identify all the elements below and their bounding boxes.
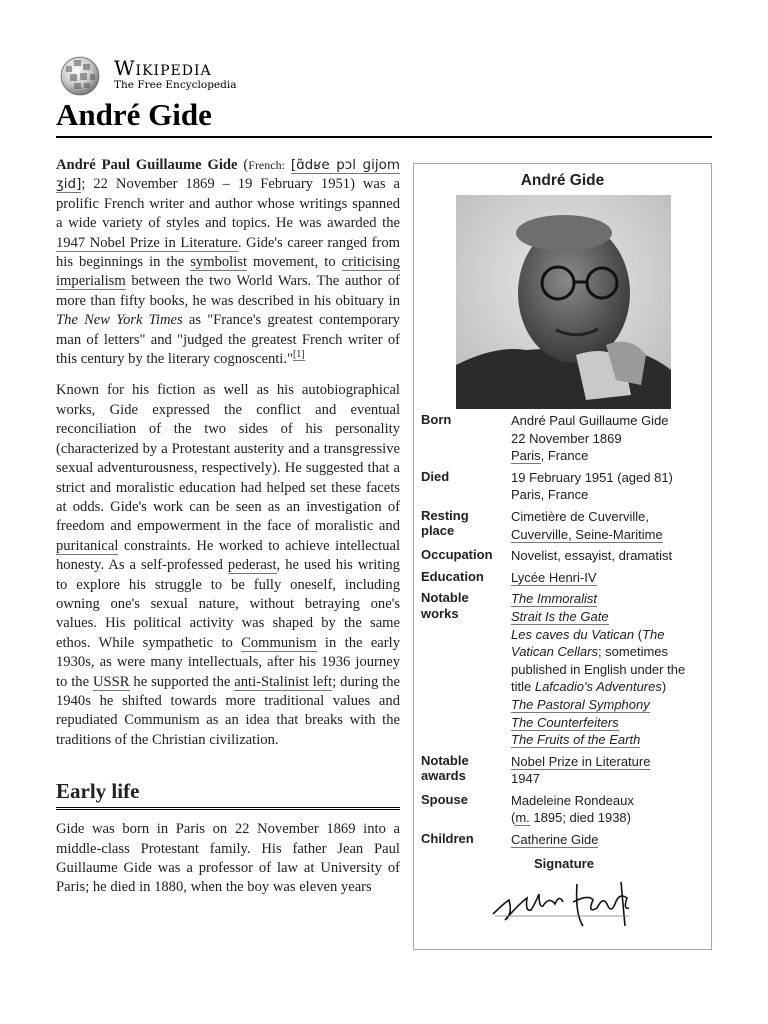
resting-place-cemetery: Cimetière de Cuverville, <box>511 508 649 524</box>
infobox-row-resting-place <box>421 508 707 543</box>
infobox-label: Education <box>421 568 484 584</box>
occupation-value: Novelist, essayist, dramatist <box>511 548 673 564</box>
work-text: ( <box>634 626 643 642</box>
section-heading-early-life: Early life <box>56 778 400 810</box>
link-nobel-prize-in-literature[interactable]: Nobel Prize in Literature <box>511 753 651 769</box>
link-pederast[interactable]: pederast <box>227 557 277 574</box>
reference-1[interactable]: [1] <box>292 349 305 361</box>
para2-text: in the early 1930s, as were many intellectuals, after his 1936 journey to the <box>56 634 400 690</box>
work-les-caves: Les caves du Vatican <box>511 626 635 642</box>
death-place: Paris, France <box>511 487 589 503</box>
link-anti-stalinist-left[interactable]: anti-Stalinist left <box>234 673 333 690</box>
link-the-pastoral-symphony[interactable]: The Pastoral Symphony <box>511 696 650 712</box>
ipa-pronunciation[interactable]: [ɑ̃dʁe pɔl ɡijom ʒid] <box>56 157 400 193</box>
infobox-label: Children <box>421 831 474 847</box>
infobox-row-notable-works <box>421 590 707 748</box>
link-ussr[interactable]: USSR <box>92 673 130 690</box>
infobox-row-born <box>421 412 707 465</box>
para2-text: he supported the <box>129 673 235 690</box>
link-the-fruits-of-the-earth[interactable]: The Fruits of the Earth <box>511 732 641 748</box>
spouse-text: 1895; died 1938) <box>529 810 631 826</box>
work-text: Lafcadio's Adventures <box>534 679 662 695</box>
work-text: published in English under the <box>511 661 686 677</box>
birth-date: 22 November 1869 <box>511 430 622 446</box>
nyt-title: The New York Times <box>56 312 183 329</box>
infobox-label: Born <box>421 412 452 427</box>
portrait-image <box>456 195 671 409</box>
second-paragraph <box>56 381 400 750</box>
signature-label: Signature <box>534 855 594 871</box>
infobox-value <box>511 508 707 543</box>
infobox <box>413 163 712 950</box>
infobox-label <box>421 753 511 788</box>
infobox-value <box>511 792 707 827</box>
intro-paragraph: André Paul Guillaume Gide (French: [ɑ̃dʁe pɔl ɡijom ʒid]; 22 November 1869 – 19 February 1951) was a prolific French writer and author whose writings spanned a wide variety of styles and topics. He was awarded the 1947 Nobel Prize in Literature. Gide's career ranged from his beginnings in the symbolist movement, to criticising imperialism between the two World Wars. The author of more than fifty books, he was described in his obituary in The New York Times as "France's greatest contemporary man of letters" and "judged the greatest French writer of this century by the literary cognoscenti."[1] <box>56 157 400 368</box>
label-line: place <box>421 523 455 539</box>
death-date: 19 February 1951 (aged 81) <box>511 469 673 485</box>
link-strait-is-the-gate[interactable]: Strait Is the Gate <box>511 608 609 624</box>
infobox-label <box>421 508 511 543</box>
label-line: awards <box>421 768 466 784</box>
birth-country: , France <box>540 448 589 464</box>
para2-text: , he used his writing to explore his struggle to be fully oneself, including owning one's sexual nature, without betraying one's values. His political activity was shaped by the same ethos. While sympathetic to <box>56 557 400 651</box>
title-divider <box>56 136 712 138</box>
link-nobel-prize-1947[interactable]: 1947 Nobel Prize in Literature <box>56 234 238 251</box>
spouse-text: ( <box>511 810 516 826</box>
label-line: Resting <box>421 507 469 523</box>
work-text: ; sometimes <box>597 644 669 660</box>
link-symbolist[interactable]: symbolist <box>190 254 248 271</box>
intro-text: between the two World Wars. The author of more than fifty books, he was described in his obituary in <box>56 273 400 309</box>
infobox-label: Occupation <box>421 547 493 563</box>
link-criticising-imperialism[interactable]: criticising imperialism <box>56 254 400 290</box>
article-body <box>56 156 400 910</box>
page-title: André Gide <box>56 97 212 132</box>
label-line: Notable <box>421 590 469 606</box>
para2-text: Known for his fiction as well as his autobiographical works, Gide expressed the conflict and eventual reconciliation of the two sides of his personality (characterized by a Protestant austerity and a transgressive sexual adventurousness, respectively). He suggested that a strict and moralistic education had helped set these facets at odds. Gide's work can be seen as an investigation of freedom and empowerment in the face of moralistic and <box>56 382 400 535</box>
work-text: Vatican Cellars <box>511 644 598 660</box>
spouse-name: Madeleine Rondeaux <box>511 792 634 808</box>
para2-text: constraints. He worked to achieve intellectual honesty. As a self-professed <box>56 537 400 574</box>
wikipedia-globe-logo[interactable] <box>56 54 104 96</box>
infobox-label <box>421 590 511 748</box>
site-header <box>56 54 456 96</box>
work-text: title <box>511 679 535 695</box>
label-line: Notable <box>421 752 469 768</box>
link-catherine-gide[interactable]: Catherine Gide <box>511 832 599 848</box>
link-puritanical[interactable]: puritanical <box>56 537 119 554</box>
infobox-row-education <box>421 569 707 587</box>
infobox-row-children <box>421 831 707 849</box>
link-the-immoralist[interactable]: The Immoralist <box>511 591 597 607</box>
infobox-label: Died <box>421 468 450 484</box>
infobox-value <box>511 412 707 465</box>
work-text: The <box>642 626 665 642</box>
para2-text: ; during the 1940s he shifted towards more traditional values and repudiated Communism as an idea that breaks with the traditions of the Christian civilization. <box>56 673 400 748</box>
work-text: ) <box>661 679 667 695</box>
infobox-label: Spouse <box>421 791 468 807</box>
link-paris[interactable]: Paris <box>511 448 541 464</box>
infobox-row-occupation <box>421 547 707 565</box>
intro-text: . Gide's career ranged from his beginnings in the <box>56 234 400 271</box>
early-life-paragraph: Gide was born in Paris on 22 November 1869 into a middle-class Protestant family. His father Jean Paul Guillaume Gide was a professor of law at University of Paris; he died in 1880, when the boy was eleven years <box>56 821 400 896</box>
infobox-rows <box>421 412 707 930</box>
language-label: French: <box>248 158 285 172</box>
intro-text: as "France's greatest contemporary man of letters" and "judged the greatest French writer of this century by the literary cognoscenti." <box>56 312 400 368</box>
infobox-value <box>511 753 707 788</box>
link-the-counterfeiters[interactable]: The Counterfeiters <box>511 714 619 730</box>
wikipedia-tagline: The Free Encyclopedia <box>114 79 237 91</box>
wikipedia-wordmark[interactable]: Wikipedia <box>114 56 212 80</box>
birth-name: André Paul Guillaume Gide <box>511 413 669 428</box>
infobox-title: André Gide <box>520 172 605 189</box>
infobox-value <box>511 469 707 504</box>
portrait-photo[interactable] <box>456 195 671 409</box>
infobox-value <box>511 590 707 748</box>
infobox-value <box>511 569 707 587</box>
award-year: 1947 <box>511 771 540 787</box>
label-line: works <box>421 605 459 621</box>
link-lycee-henri-iv[interactable]: Lycée Henri-IV <box>511 569 597 585</box>
infobox-row-died <box>421 469 707 504</box>
intro-text: movement, to <box>247 254 342 271</box>
infobox-value <box>511 831 707 849</box>
infobox-row-spouse <box>421 792 707 827</box>
link-married-abbr[interactable]: m. <box>515 810 530 826</box>
link-communism[interactable]: Communism <box>241 634 317 651</box>
intro-text: ; 22 November 1869 – 19 February 1951) was a prolific French writer and author whose writings spanned a wide variety of styles and topics. He was awarded the <box>56 176 400 232</box>
subject-name: André Paul Guillaume Gide <box>56 157 238 173</box>
birth-place <box>511 447 707 465</box>
signature-image[interactable] <box>489 874 639 930</box>
link-cuverville[interactable]: Cuverville, Seine-Maritime <box>511 526 663 542</box>
infobox-row-notable-awards <box>421 753 707 788</box>
